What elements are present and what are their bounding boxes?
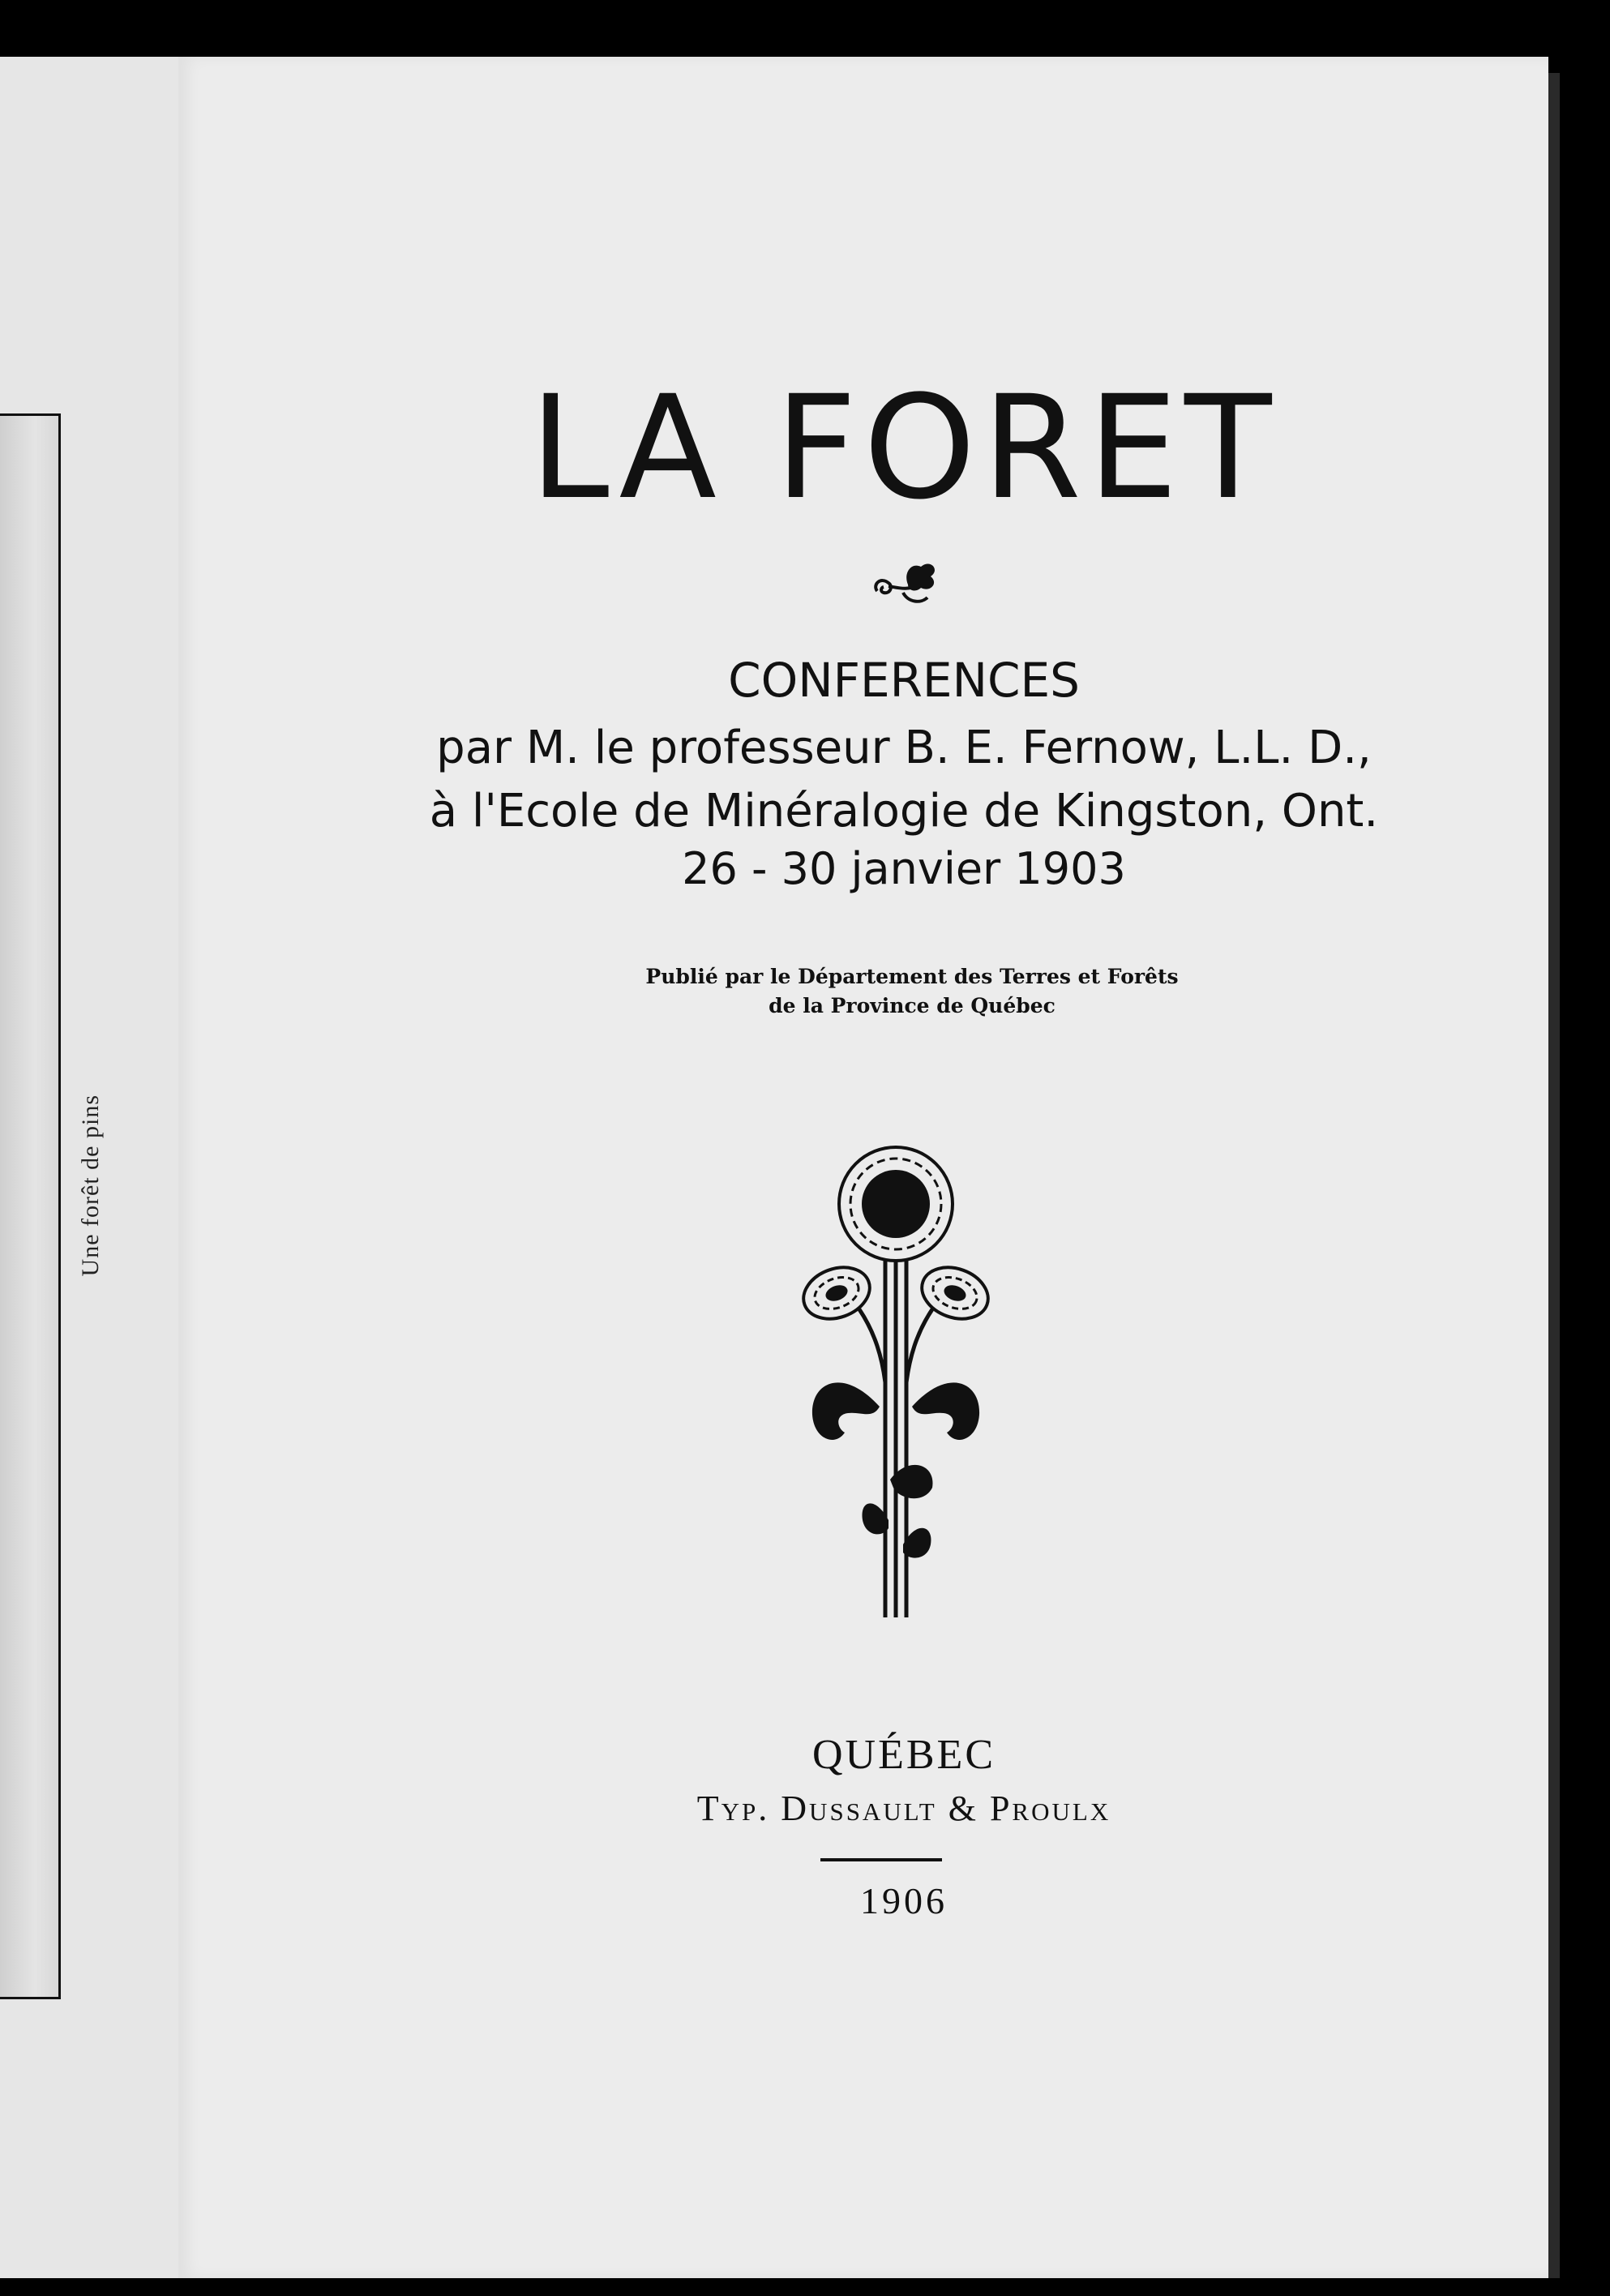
page-edge-shadow [1548,73,1560,2278]
author-line: par M. le professeur B. E. Fernow, L.L. D., [436,722,1372,774]
plate-image [0,413,61,1999]
date-line: 26 - 30 janvier 1903 [682,843,1126,894]
imprint-year: 1906 [860,1880,948,1921]
title-page [178,57,1548,2278]
book-title: LA FORET [529,365,1278,531]
publisher-line-2: de la Province de Québec [769,994,1055,1017]
facing-page [0,57,178,2278]
imprint-divider [820,1858,942,1861]
subtitle-conferences: CONFERENCES [728,653,1080,708]
imprint-city: QUÉBEC [812,1732,996,1778]
fleuron-ornament-icon [871,555,940,607]
place-line: à l'Ecole de Minéralogie de Kingston, Ont. [429,785,1379,837]
imprint-printer: Typ. Dussault & Proulx [696,1788,1111,1828]
publisher-line-1: Publié par le Département des Terres et Forêts [645,965,1179,988]
plate-caption: Une forêt de pins [77,1094,104,1277]
sunflower-vignette-icon [794,1139,997,1617]
